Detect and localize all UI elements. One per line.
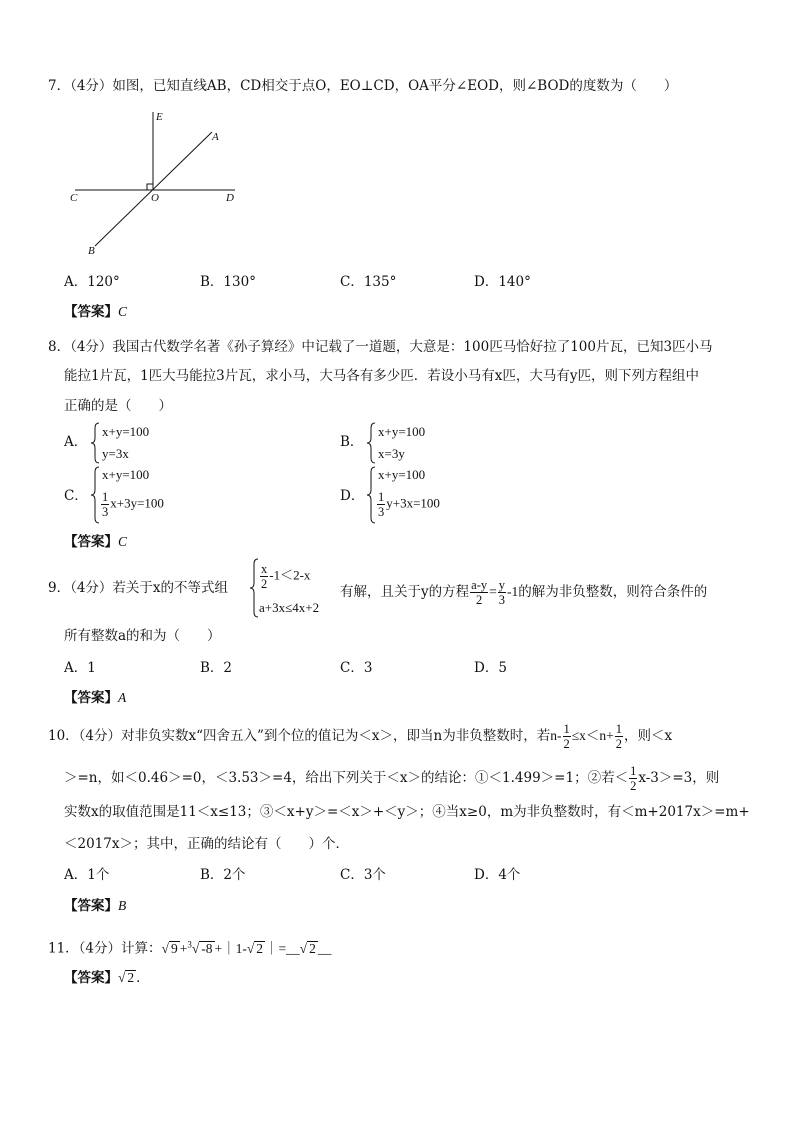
q9-option-a: A．1 (64, 660, 96, 676)
answer-label: 【答案】 (64, 304, 118, 320)
q8-stem-line-1: 8．（4分）我国古代数学名著《孙子算经》中记载了一道题，大意是：100匹马恰好拉了100片瓦，已知3匹小马 (48, 339, 713, 355)
q7-figure (60, 100, 260, 275)
q9-option-d: D．5 (474, 660, 507, 676)
brace-icon (90, 466, 100, 524)
q10-line-2-suffix: x-3＞=3，则 (638, 770, 720, 786)
fraction-denominator: 2 (630, 779, 637, 793)
fraction-numerator: x (261, 562, 268, 576)
equation-row-1: x+y=100 (102, 467, 150, 482)
equation-row-1: x+y=100 (378, 424, 426, 439)
q7-option-b: B．130° (200, 274, 256, 290)
inequality-row-1 (259, 562, 310, 591)
label-d: D (226, 192, 234, 204)
fraction (563, 722, 571, 751)
brace-icon (249, 558, 259, 618)
fraction-numerator: 1 (378, 490, 385, 504)
q9-stem-middle (340, 578, 707, 607)
brace-icon (90, 422, 100, 464)
brace-icon (366, 466, 376, 524)
q8-option-b-system (366, 422, 476, 464)
q7-option-d: D．140° (474, 274, 531, 290)
q8-option-a-system (90, 422, 200, 464)
fraction-denominator: 2 (615, 737, 623, 751)
answer-value: C (118, 304, 128, 319)
equation-rest: x+3y=100 (110, 495, 164, 511)
label-e: E (156, 111, 163, 123)
q8-option-d-label: D． (340, 488, 365, 504)
label-a: A (212, 131, 219, 143)
label-c: C (70, 192, 78, 204)
answer-label: 【答案】 (64, 970, 118, 986)
q10-stem-line-4: ＜2017x＞；其中，正确的结论有（ ）个． (64, 836, 349, 852)
q10-option-b: B．2个 (200, 867, 246, 883)
q10-stem-line-3: 实数x的取值范围是11＜x≤13；③＜x+y＞=＜x＞+＜y＞；④当x≥0，m为非负整数时，有＜m+2017x＞=m+ (64, 804, 750, 820)
q11-stem-text: 11．（4分）计算： (48, 940, 162, 957)
fraction-numerator: a-y (471, 578, 488, 592)
fraction-numerator: 1 (563, 722, 570, 736)
label-b: B (88, 245, 95, 257)
fraction-denominator: 3 (498, 593, 505, 607)
q7-option-c: C．135° (340, 274, 397, 290)
q8-option-c-system (90, 466, 220, 524)
answer-value: C (118, 534, 128, 549)
radicand: 2 (256, 940, 264, 956)
fraction (498, 578, 506, 607)
abs-open: +｜1- (214, 940, 247, 956)
fraction-numerator: 1 (102, 490, 109, 504)
equals-sign: = (489, 584, 497, 599)
abs-close: ｜=__ (265, 940, 300, 956)
fraction-numerator: y (498, 578, 505, 592)
label-o: O (151, 192, 159, 204)
blank-radicand: 2 (309, 940, 316, 956)
q10-stem-line-1 (48, 722, 672, 751)
q8-option-d-system (366, 466, 496, 524)
fraction (101, 490, 109, 519)
answer-value: √ 2 ． (118, 970, 150, 985)
radicand: 9 (170, 940, 178, 956)
q10-line-1-prefix: 10．（4分）对非负实数x“四舍五入”到个位的值记为＜x＞，即当n为非负整数时，若 (48, 728, 551, 744)
equation-tail: -1 (506, 584, 519, 599)
q11-expression: √ 9 +$^3$√ -8 +｜1-√ 2 ｜=__√ 2 __ (161, 939, 332, 956)
fraction (470, 578, 488, 607)
q8-option-a-label: A． (64, 434, 88, 450)
root-index: 3 (187, 939, 192, 949)
equation-row-2 (376, 490, 440, 519)
q11-answer (64, 968, 150, 988)
fraction (377, 490, 385, 519)
q7-answer (64, 302, 127, 322)
answer-label: 【答案】 (64, 690, 118, 706)
fraction-numerator: 1 (630, 764, 637, 778)
equation-row-2 (100, 490, 164, 519)
fraction (615, 722, 623, 751)
q11-stem (48, 934, 331, 959)
equation-row-2: x=3y (378, 446, 405, 461)
q9-option-b: B．2 (200, 660, 233, 676)
q9-stem-prefix: 9．（4分）若关于x的不等式组 (48, 580, 229, 596)
q9-option-c: C．3 (340, 660, 373, 676)
right-angle-mark (147, 184, 153, 190)
q10-option-d: D．4个 (474, 867, 521, 883)
answer-value: B (118, 898, 127, 913)
q7-stem: 7．（4分）如图，已知直线AB，CD相交于点O，EO⊥CD，OA平分∠EOD，则∠BOD的度数为（ ） (48, 78, 678, 94)
answer-label: 【答案】 (64, 534, 118, 550)
fraction-numerator: 1 (615, 722, 623, 736)
q10-line-1-middle: ≤x＜n+ (571, 728, 614, 743)
q8-stem-line-2: 能拉1片瓦，1匹大马能拉3片瓦，求小马，大马各有多少匹．若设小马有x匹，大马有y匹，则下列方程组中 (64, 368, 700, 384)
brace-icon (366, 422, 376, 464)
fraction-denominator: 2 (261, 577, 268, 591)
q10-answer (64, 896, 126, 916)
q8-option-c-label: C． (64, 488, 88, 504)
equation-row-1: x+y=100 (378, 467, 426, 482)
equation-row-2: y=3x (102, 446, 129, 461)
inequality-row-2: a+3x≤4x+2 (259, 600, 320, 615)
plus-sign: + (179, 940, 188, 956)
q10-stem-line-2 (64, 764, 719, 793)
q8-stem-line-3: 正确的是（ ） (64, 398, 172, 414)
q10-option-c: C．3个 (340, 867, 386, 883)
q9-stem-line-2: 所有整数a的和为（ ） (64, 628, 221, 644)
equation-row-1: x+y=100 (102, 424, 150, 439)
fraction-denominator: 3 (102, 505, 109, 519)
inequality-rest: -1＜2-x (269, 567, 311, 583)
q9-inequality-system (249, 558, 339, 618)
fraction (629, 764, 637, 793)
answer-tail: ． (136, 970, 150, 985)
fraction-denominator: 2 (563, 737, 570, 751)
q9-stem-post-text: 的解为非负整数，则符合条件的 (518, 584, 708, 600)
q8-answer (64, 532, 127, 552)
q10-option-a: A．1个 (64, 867, 110, 883)
q9-stem-mid-text: 有解，且关于y的方程 (340, 584, 470, 600)
q8-option-b-label: B． (340, 434, 364, 450)
radicand: -8 (201, 940, 213, 956)
q10-n-minus: n- (550, 728, 562, 743)
answer-label: 【答案】 (64, 898, 118, 914)
q9-answer (64, 688, 126, 708)
q7-option-a: A．120° (64, 274, 120, 290)
answer-value: A (118, 690, 127, 705)
q10-line-1-suffix: ，则＜x (624, 728, 673, 744)
fraction-denominator: 3 (378, 505, 385, 519)
radicand: 2 (127, 970, 135, 985)
equation-rest: y+3x=100 (386, 495, 440, 511)
blank-tail: __ (317, 940, 332, 956)
q10-line-2-prefix: ＞=n，如＜0.46＞=0，＜3.53＞=4，给出下列关于＜x＞的结论：①＜1.499＞=1；②若＜ (64, 770, 629, 786)
fraction (260, 562, 268, 591)
fraction-denominator: 2 (476, 593, 483, 607)
